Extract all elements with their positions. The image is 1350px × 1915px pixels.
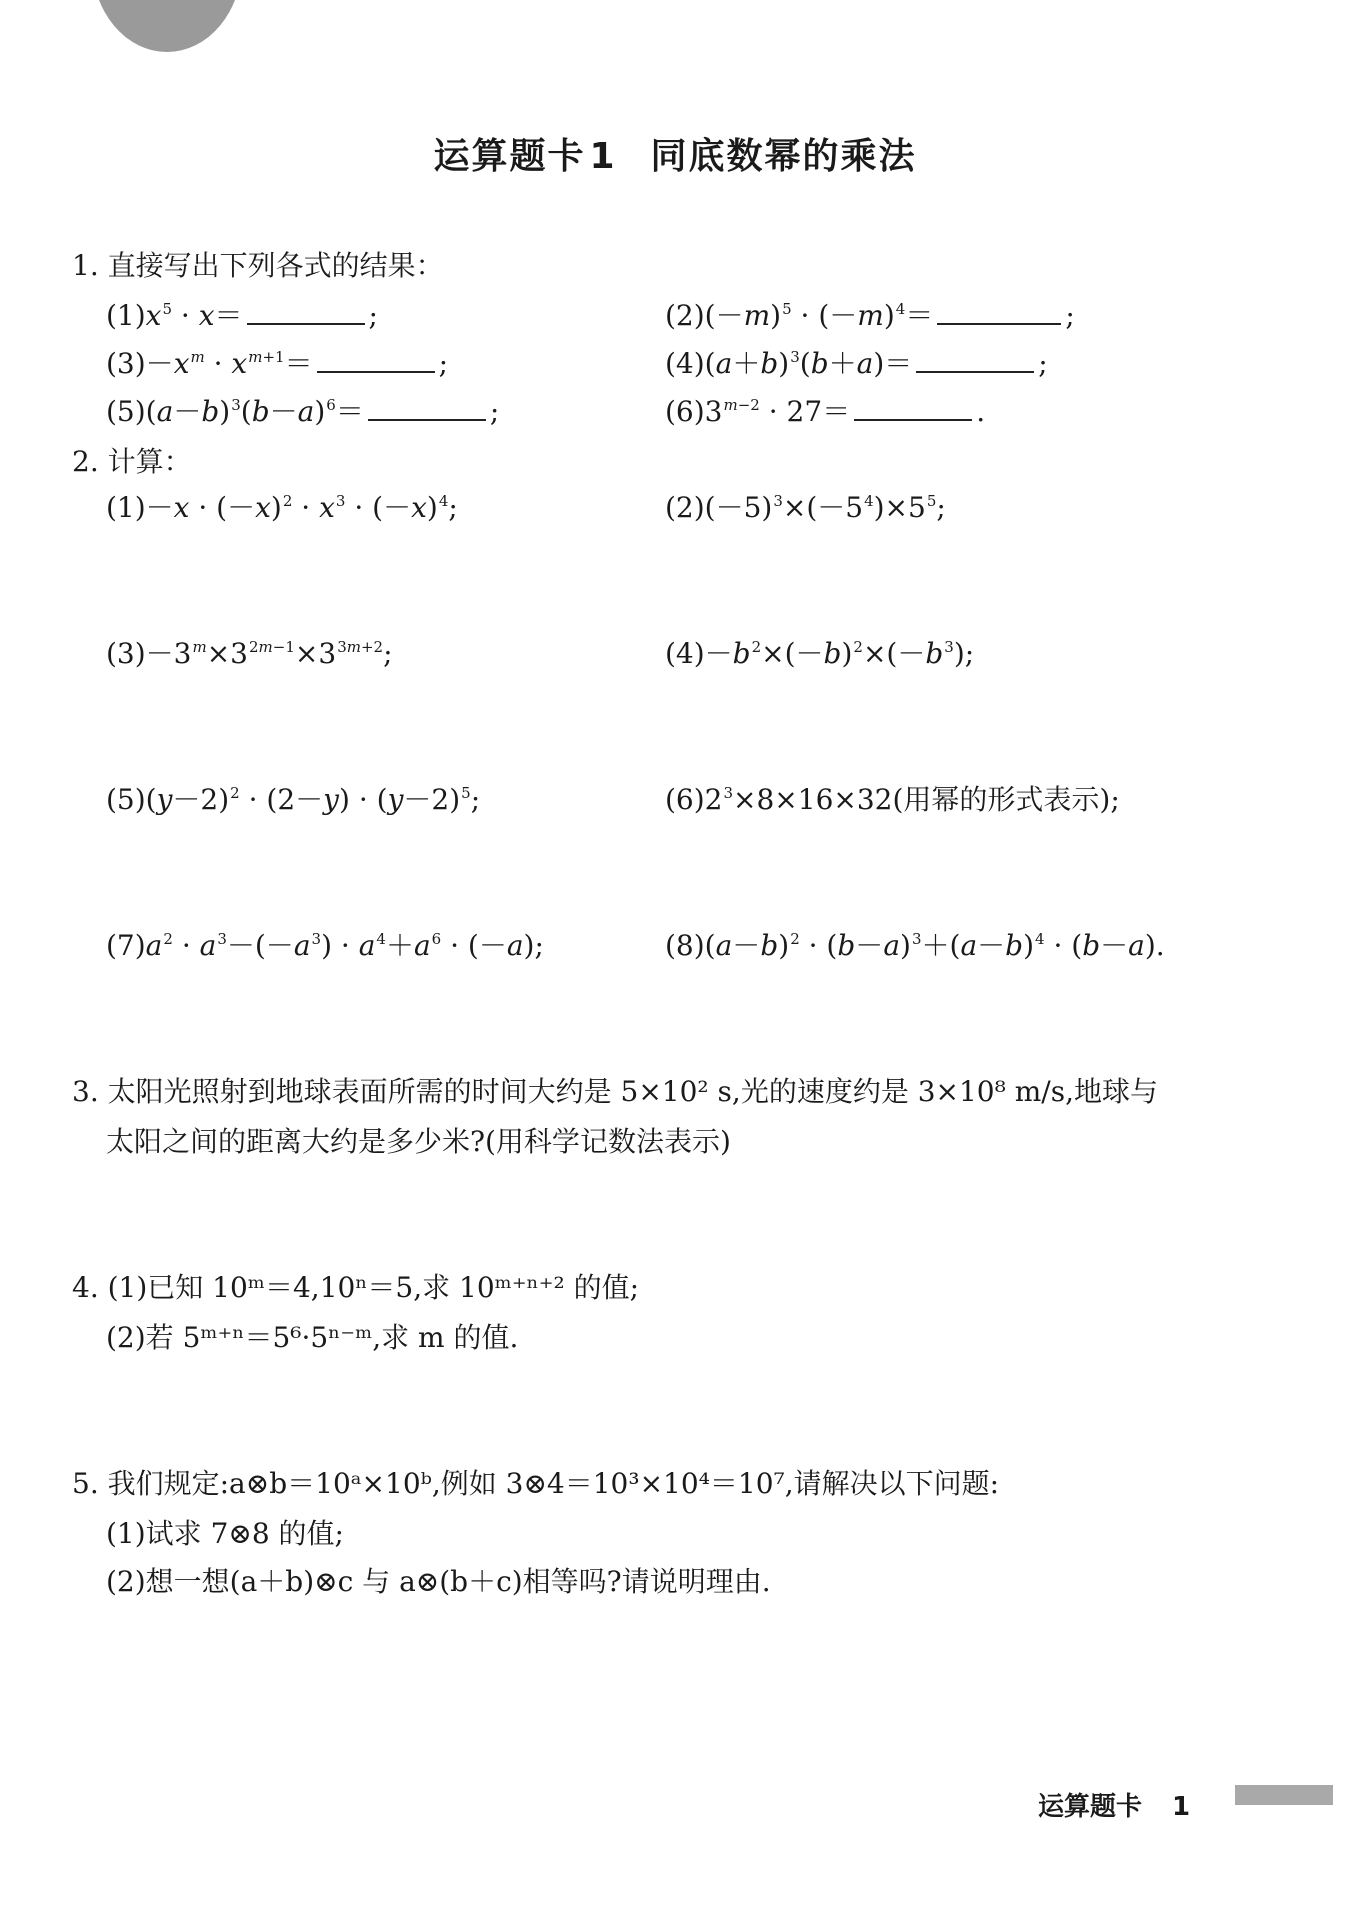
answer-blank[interactable] <box>368 393 486 421</box>
q3-line-1: 3. 太阳光照射到地球表面所需的时间大约是 5×10² s,光的速度约是 3×10⁸ m/s,地球与 <box>72 1075 1159 1108</box>
title-topic: 同底数幂的乘法 <box>650 136 917 177</box>
q5-line-1: 5. 我们规定:a⊗b＝10ᵃ×10ᵇ,例如 3⊗4＝10³×10⁴＝10⁷,请解决以下问题: <box>72 1467 1000 1500</box>
q5-line-2: (1)试求 7⊗8 的值; <box>106 1517 344 1550</box>
answer-blank[interactable] <box>937 297 1061 325</box>
title-main: 运算题卡 <box>433 136 586 177</box>
page-number: 1 <box>1172 1792 1191 1822</box>
footer-label: 运算题卡 <box>1038 1792 1143 1822</box>
q2-item-1: $(1)-x \cdot (-x)^2 \cdot x^3 \cdot (-x)^4$; <box>106 491 458 524</box>
q2-item-4: $(4)-b^2\times(-b)^2\times(-b^3)$; <box>665 637 975 670</box>
answer-blank[interactable] <box>247 297 365 325</box>
page-footer <box>1038 1786 1190 1823</box>
answer-blank[interactable] <box>916 345 1034 373</box>
title-number: 1 <box>589 136 617 177</box>
page-title <box>0 128 1350 179</box>
q2-item-8: $(8)(a-b)^2 \cdot (b-a)^3+(a-b)^4 \cdot (b-a)$. <box>665 929 1165 962</box>
corner-decoration <box>92 0 242 52</box>
q1-item-2: $(2)(-m)^5 \cdot (-m)^4=$ ; <box>665 299 1075 332</box>
q1-item-4: $(4)(a+b)^3(b+a)=$ ; <box>665 347 1048 380</box>
q1-item-1: $(1)x^5 \cdot x=$ ; <box>106 299 378 332</box>
q2-item-2: $(2)(-5)^3\times(-5^4)\times 5^5$; <box>665 491 946 524</box>
q5-line-3: (2)想一想(a＋b)⊗c 与 a⊗(b＋c)相等吗?请说明理由. <box>106 1565 771 1598</box>
q1-item-5: $(5)(a-b)^3(b-a)^6=$ ; <box>106 395 500 428</box>
q1-stem: 1. 直接写出下列各式的结果： <box>72 249 444 282</box>
q1-item-3: $(3)-x^m \cdot x^{m+1}=$ ; <box>106 347 449 380</box>
q4-line-2: (2)若 5ᵐ⁺ⁿ＝5⁶·5ⁿ⁻ᵐ,求 m 的值. <box>106 1321 519 1354</box>
q2-stem: 2. 计算： <box>72 445 192 478</box>
q2-item-3: $(3)-3^m\times 3^{2m-1}\times 3^{3m+2}$; <box>106 637 393 670</box>
q2-item-5: $(5)(y-2)^2 \cdot (2-y) \cdot (y-2)^5$; <box>106 783 481 816</box>
q4-line-1: 4. (1)已知 10ᵐ＝4,10ⁿ＝5,求 10ᵐ⁺ⁿ⁺² 的值; <box>72 1271 640 1304</box>
answer-blank[interactable] <box>317 345 435 373</box>
footer-decoration-bar <box>1235 1785 1333 1805</box>
q3-line-2: 太阳之间的距离大约是多少米?(用科学记数法表示) <box>106 1125 731 1158</box>
q1-item-6: $(6)3^{m-2} \cdot 27=$ . <box>665 395 986 428</box>
q2-item-7: $(7)a^2 \cdot a^3-(-a^3) \cdot a^4+a^6 \cdot (-a)$; <box>106 929 544 962</box>
answer-blank[interactable] <box>854 393 972 421</box>
q2-item-6: $(6)2^3\times 8\times 16\times 32$(用幂的形式表示); <box>665 783 1120 816</box>
